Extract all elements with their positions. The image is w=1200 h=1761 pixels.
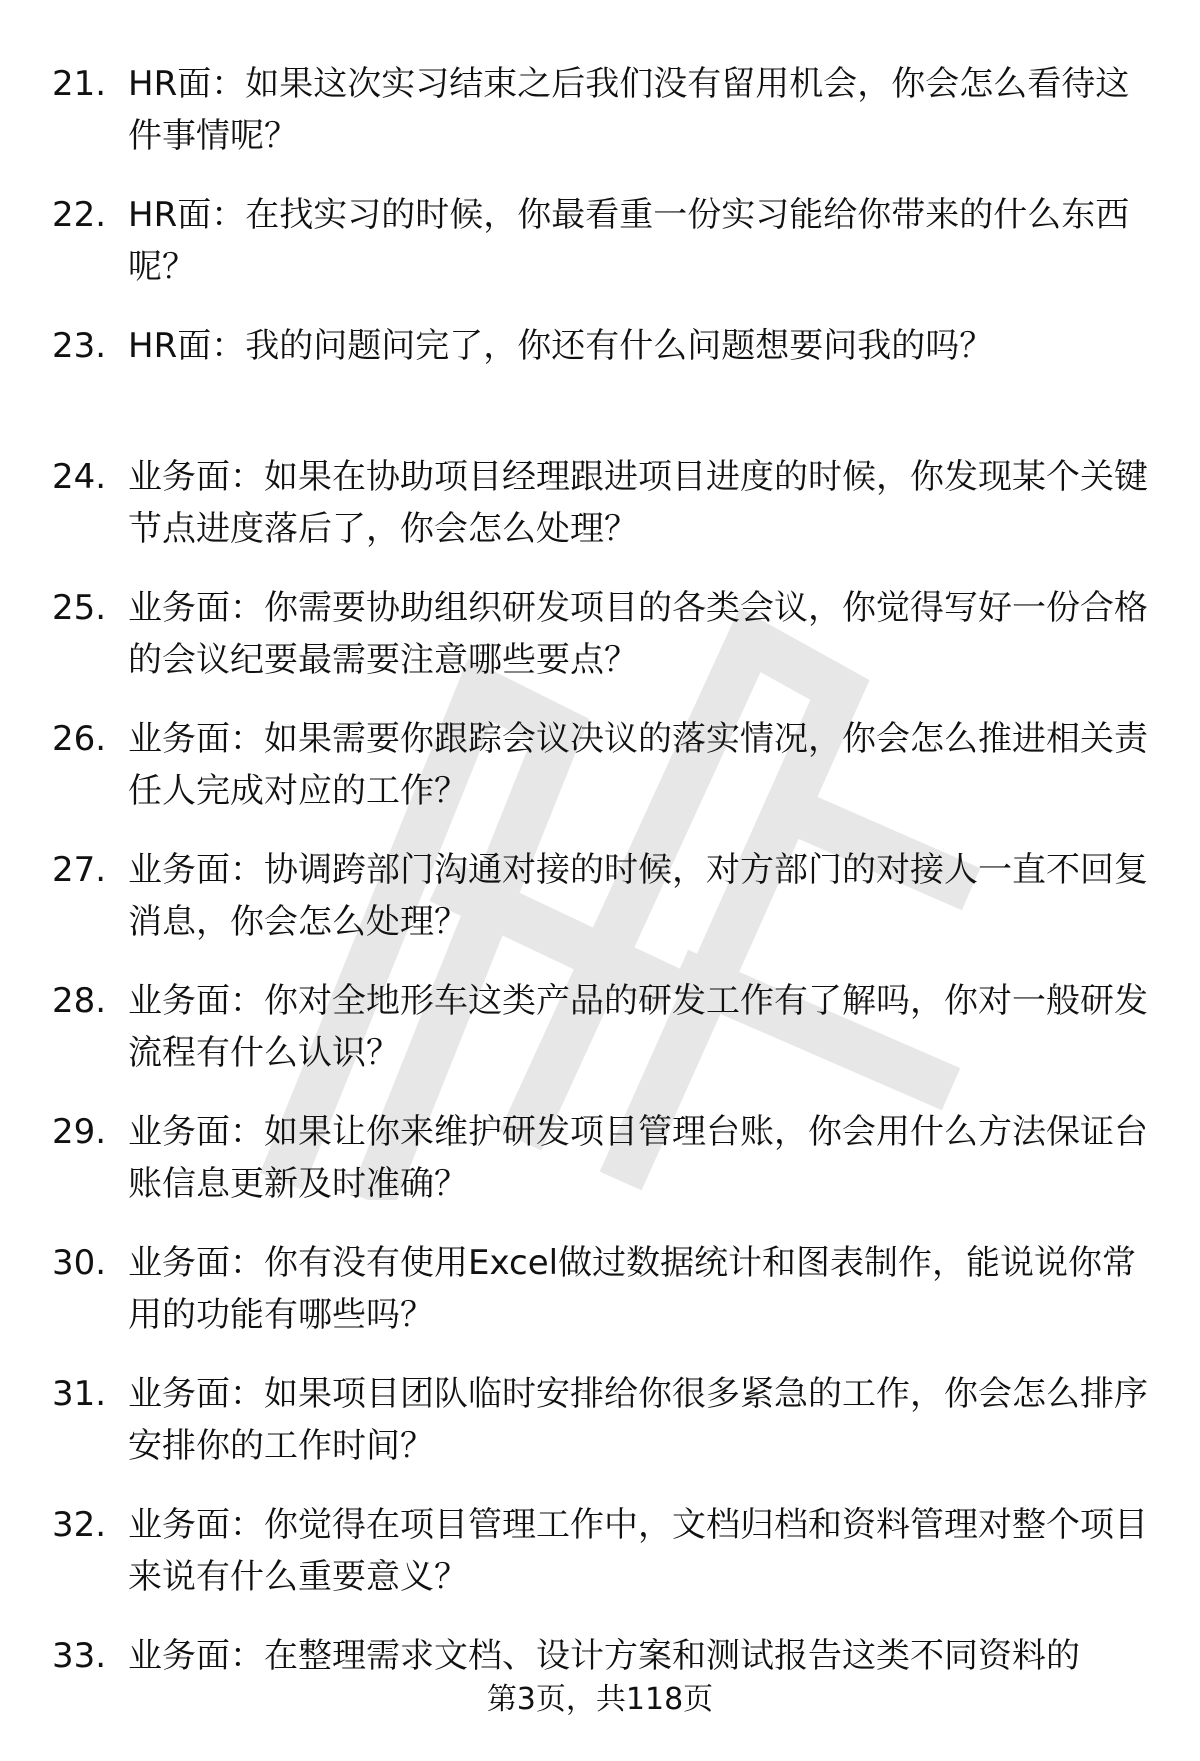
list-item (0, 975, 1200, 1106)
list-item (0, 582, 1200, 713)
question-number: 23. (52, 326, 107, 366)
list-item (0, 1237, 1200, 1368)
question-number: 29. (52, 1112, 107, 1152)
question-text: HR面：在找实习的时候，你最看重一份实习能给你带来的什么东西呢？ (128, 195, 1130, 287)
question-number: 31. (52, 1374, 107, 1414)
question-number: 26. (52, 719, 107, 759)
question-number: 22. (52, 195, 107, 235)
question-text: 业务面：协调跨部门沟通对接的时候，对方部门的对接人一直不回复消息，你会怎么处理？ (128, 850, 1148, 942)
question-text: 业务面：如果让你来维护研发项目管理台账，你会用什么方法保证台账信息更新及时准确？ (128, 1112, 1148, 1204)
question-text: HR面：我的问题问完了，你还有什么问题想要问我的吗？ (128, 326, 994, 366)
question-number: 28. (52, 981, 107, 1021)
list-item (0, 451, 1200, 582)
question-number: 32. (52, 1505, 107, 1545)
question-text: 业务面：你对全地形车这类产品的研发工作有了解吗，你对一般研发流程有什么认识？ (128, 981, 1148, 1073)
question-number: 21. (52, 64, 107, 104)
question-text: 业务面：在整理需求文档、设计方案和测试报告这类不同资料的 (128, 1636, 1080, 1676)
list-item (0, 844, 1200, 975)
list-item (0, 320, 1200, 451)
question-number: 24. (52, 457, 107, 497)
list-item (0, 189, 1200, 320)
question-text: 业务面：你需要协助组织研发项目的各类会议，你觉得写好一份合格的会议纪要最需要注意哪些要点？ (128, 588, 1148, 680)
question-number: 33. (52, 1636, 107, 1676)
question-number: 27. (52, 850, 107, 890)
question-text: 业务面：如果需要你跟踪会议决议的落实情况，你会怎么推进相关责任人完成对应的工作？ (128, 719, 1148, 811)
list-item (0, 1499, 1200, 1630)
question-text: 业务面：你有没有使用Excel做过数据统计和图表制作，能说说你常用的功能有哪些吗？ (128, 1243, 1137, 1335)
list-item (0, 58, 1200, 189)
question-text: 业务面：如果项目团队临时安排给你很多紧急的工作，你会怎么排序安排你的工作时间？ (128, 1374, 1148, 1466)
question-text: 业务面：如果在协助项目经理跟进项目进度的时候，你发现某个关键节点进度落后了，你会怎么处理？ (128, 457, 1148, 549)
question-text: HR面：如果这次实习结束之后我们没有留用机会，你会怎么看待这件事情呢？ (128, 64, 1130, 156)
question-text: 业务面：你觉得在项目管理工作中，文档归档和资料管理对整个项目来说有什么重要意义？ (128, 1505, 1148, 1597)
list-item (0, 713, 1200, 844)
list-item (0, 1106, 1200, 1237)
question-number: 25. (52, 588, 107, 628)
question-list (0, 58, 1200, 1761)
question-number: 30. (52, 1243, 107, 1283)
list-item (0, 1368, 1200, 1499)
page-footer: 第3页，共118页 (486, 1682, 714, 1717)
